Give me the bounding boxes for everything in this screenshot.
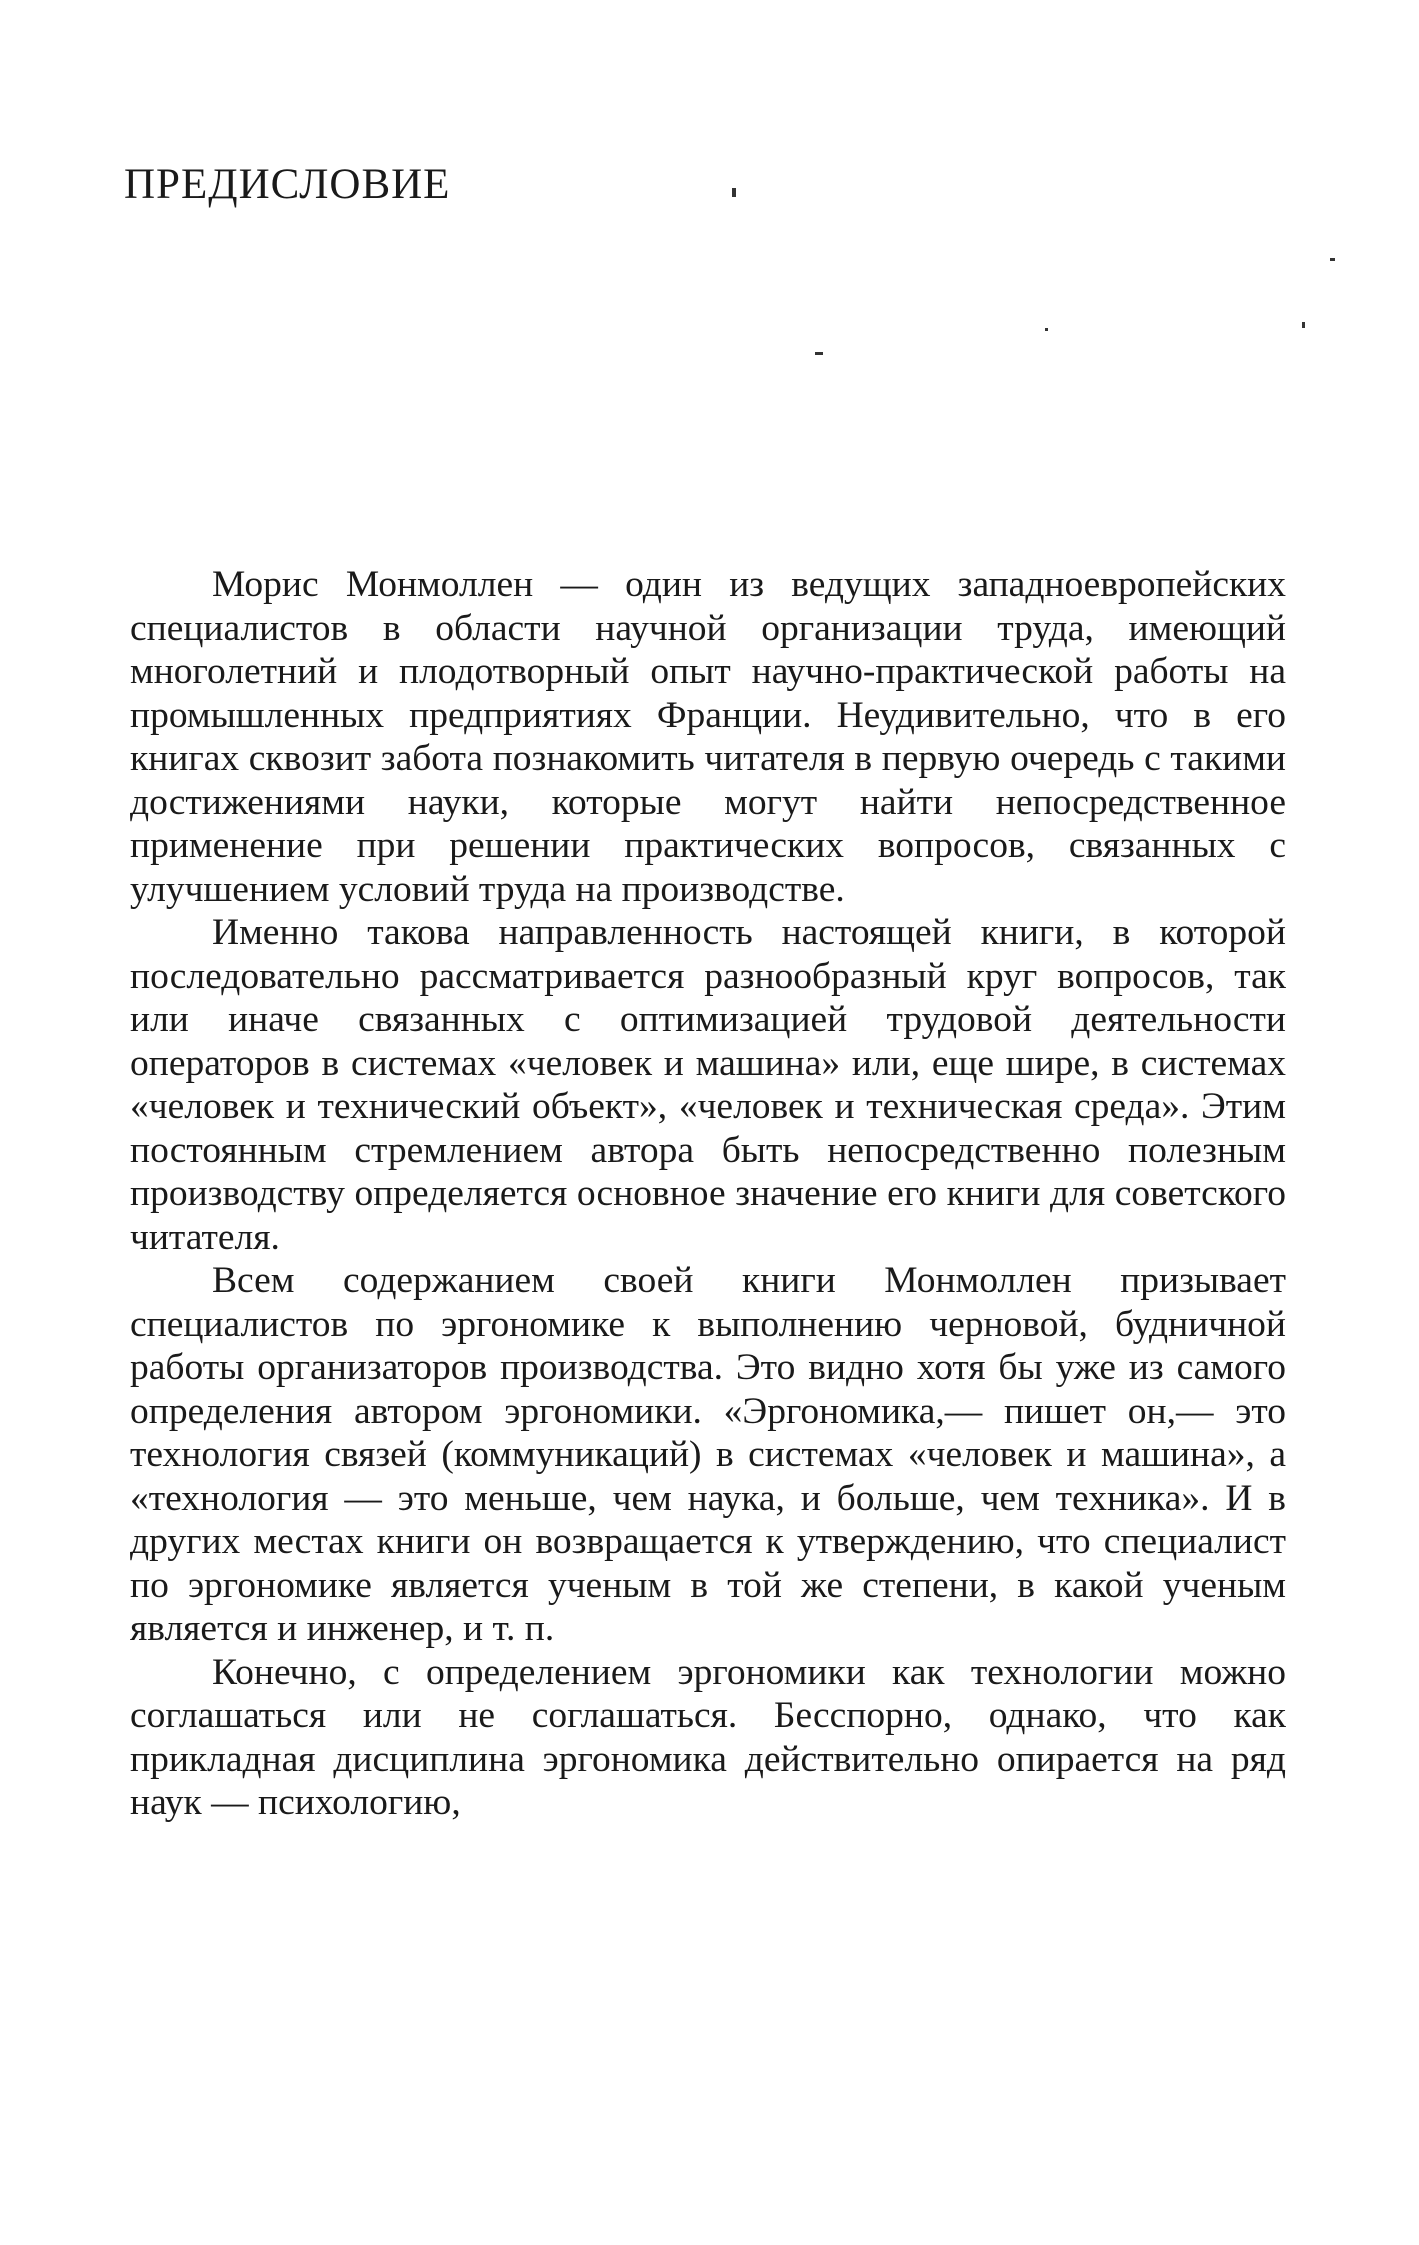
page-title: ПРЕДИСЛОВИЕ: [124, 161, 451, 208]
body-text: [130, 563, 1286, 1825]
paragraph: Всем содержанием своей книги Монмоллен призывает специалистов по эргономике к выполнению черновой, будничной работы организаторов производства. Это видно хотя бы уже из самого определения автором эргономики. «Эргономика,— пишет он,— это технология связей (коммуникаций) в системах «человек и машина», а «технология — это меньше, чем наука, и больше, чем техника». И в других местах книги он возвращается к утверждению, что специалист по эргономике является ученым в той же степени, в какой ученым является и инженер, и т. п.: [130, 1260, 1286, 1649]
paragraph: Конечно, с определением эргономики как технологии можно соглашаться или не соглашаться. Бесспорно, однако, что как прикладная дисциплина эргономика действительно опирается на ряд наук — психологию,: [130, 1651, 1286, 1823]
paragraph: Именно такова направленность настоящей книги, в которой последовательно рассматривается разнообразный круг вопросов, так или иначе связанных с оптимизацией трудовой деятельности операторов в системах «человек и машина» или, еще шире, в системах «человек и технический объект», «человек и техническая среда». Этим постоянным стремлением автора быть непосредственно полезным производству определяется основное значение его книги для советского читателя.: [130, 912, 1286, 1258]
paragraph: Морис Монмоллен — один из ведущих западноевропейских специалистов в области научной организации труда, имеющий многолетний и плодотворный опыт научно-практической работы на промышленных предприятиях Франции. Неудивительно, что в его книгах сквозит забота познакомить читателя в первую очередь с такими достижениями науки, которые могут найти непосредственное применение при решении практических вопросов, связанных с улучшением условий труда на производстве.: [130, 564, 1286, 910]
